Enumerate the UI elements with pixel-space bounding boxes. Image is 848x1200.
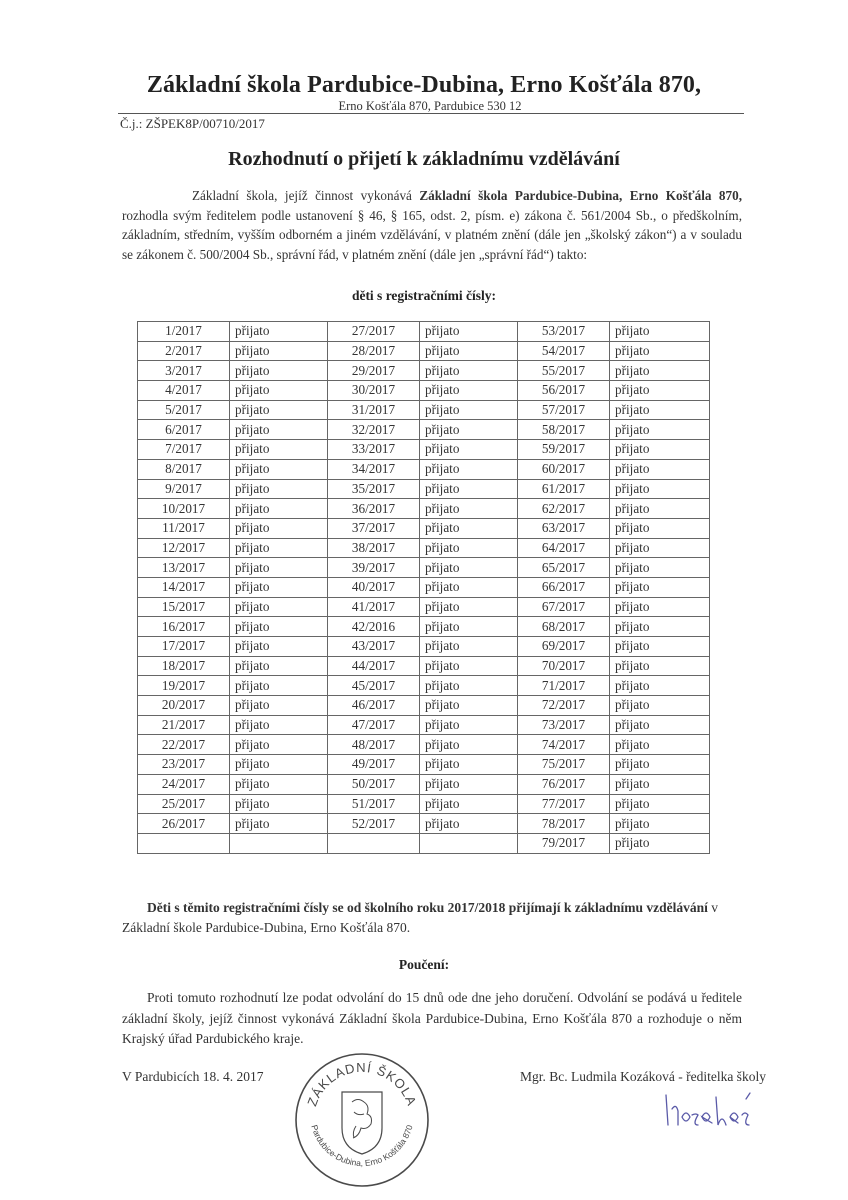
registration-number-cell: 33/2017 [328, 440, 420, 460]
status-cell: přijato [230, 341, 328, 361]
registration-number-cell: 2/2017 [138, 341, 230, 361]
registration-number-cell: 71/2017 [518, 676, 610, 696]
status-cell: přijato [230, 597, 328, 617]
registration-number-cell: 17/2017 [138, 637, 230, 657]
status-cell [230, 833, 328, 853]
stamp-top-text: ZÁKLADNÍ ŠKOLA [304, 1059, 420, 1109]
registration-number-cell: 25/2017 [138, 794, 230, 814]
stamp-bottom-text: Pardubice-Dubina, Erno Košťála 870 [309, 1123, 415, 1169]
status-cell: přijato [420, 558, 518, 578]
status-cell: přijato [610, 696, 710, 716]
lion-icon [352, 1100, 372, 1139]
coat-of-arms-shield-icon [342, 1092, 382, 1154]
registration-number-cell: 51/2017 [328, 794, 420, 814]
status-cell: přijato [230, 322, 328, 342]
registration-number-cell: 38/2017 [328, 538, 420, 558]
registration-number-cell: 29/2017 [328, 361, 420, 381]
conclusion-text: v Základní škole Pardubice-Dubina, Erno Košťála 870. [122, 900, 719, 935]
status-cell: přijato [420, 440, 518, 460]
registration-number-cell: 1/2017 [138, 322, 230, 342]
registration-number-cell [328, 833, 420, 853]
conclusion-paragraph [122, 898, 742, 938]
status-cell: přijato [610, 361, 710, 381]
status-cell: přijato [420, 518, 518, 538]
registration-number-cell: 37/2017 [328, 518, 420, 538]
registration-number-cell: 27/2017 [328, 322, 420, 342]
table-row [138, 833, 710, 853]
status-cell: přijato [230, 518, 328, 538]
place-and-date: V Pardubicích 18. 4. 2017 [122, 1069, 264, 1084]
registration-number-cell: 12/2017 [138, 538, 230, 558]
registration-number-cell: 32/2017 [328, 420, 420, 440]
status-cell: přijato [230, 656, 328, 676]
registration-number-cell: 79/2017 [518, 833, 610, 853]
registration-number-cell: 3/2017 [138, 361, 230, 381]
table-row [138, 381, 710, 401]
document-title: Rozhodnutí o přijetí k základnímu vzdělávání [228, 148, 620, 170]
status-cell: přijato [230, 499, 328, 519]
registration-number-cell: 31/2017 [328, 400, 420, 420]
registration-number-cell: 20/2017 [138, 696, 230, 716]
status-cell: přijato [420, 597, 518, 617]
registration-number-cell: 26/2017 [138, 814, 230, 834]
registration-number-cell: 44/2017 [328, 656, 420, 676]
status-cell: přijato [420, 420, 518, 440]
table-row [138, 755, 710, 775]
registration-number-cell: 4/2017 [138, 381, 230, 401]
status-cell: přijato [610, 400, 710, 420]
registration-number-cell: 16/2017 [138, 617, 230, 637]
registration-number-cell: 6/2017 [138, 420, 230, 440]
status-cell: přijato [230, 459, 328, 479]
status-cell: přijato [610, 597, 710, 617]
table-row [138, 656, 710, 676]
intro-text-part1: Základní škola, jejíž činnost vykonává [192, 188, 420, 203]
status-cell: přijato [610, 715, 710, 735]
status-cell: přijato [230, 715, 328, 735]
table-row [138, 794, 710, 814]
table-row [138, 518, 710, 538]
registration-number-cell: 54/2017 [518, 341, 610, 361]
table-row [138, 479, 710, 499]
registration-number-cell: 67/2017 [518, 597, 610, 617]
table-row [138, 459, 710, 479]
status-cell: přijato [420, 755, 518, 775]
table-row [138, 617, 710, 637]
registration-number-cell: 59/2017 [518, 440, 610, 460]
registration-number-cell: 66/2017 [518, 577, 610, 597]
registration-number-cell: 60/2017 [518, 459, 610, 479]
registration-number-cell: 78/2017 [518, 814, 610, 834]
registration-number-cell: 42/2016 [328, 617, 420, 637]
table-row [138, 597, 710, 617]
status-cell: přijato [230, 420, 328, 440]
table-row [138, 538, 710, 558]
status-cell: přijato [610, 558, 710, 578]
status-cell: přijato [420, 322, 518, 342]
status-cell [420, 833, 518, 853]
table-row [138, 400, 710, 420]
registration-number-cell: 9/2017 [138, 479, 230, 499]
registration-number-cell: 75/2017 [518, 755, 610, 775]
status-cell: přijato [610, 774, 710, 794]
registration-number-cell: 24/2017 [138, 774, 230, 794]
status-cell: přijato [230, 400, 328, 420]
status-cell: přijato [610, 322, 710, 342]
status-cell: přijato [610, 735, 710, 755]
registration-number-cell: 13/2017 [138, 558, 230, 578]
registration-number-cell: 61/2017 [518, 479, 610, 499]
status-cell: přijato [230, 774, 328, 794]
registration-table [137, 321, 710, 854]
status-cell: přijato [610, 833, 710, 853]
status-cell: přijato [610, 814, 710, 834]
status-cell: přijato [610, 577, 710, 597]
status-cell: přijato [610, 420, 710, 440]
intro-school-name: Základní škola Pardubice-Dubina, Erno Košťála 870, [419, 188, 742, 203]
status-cell: přijato [610, 656, 710, 676]
header-divider [118, 113, 744, 114]
table-row [138, 361, 710, 381]
table-row [138, 735, 710, 755]
status-cell: přijato [610, 518, 710, 538]
status-cell: přijato [420, 676, 518, 696]
status-cell: přijato [230, 814, 328, 834]
registration-number-cell: 39/2017 [328, 558, 420, 578]
status-cell: přijato [420, 400, 518, 420]
status-cell: přijato [420, 577, 518, 597]
registration-number-cell: 18/2017 [138, 656, 230, 676]
registration-number-cell: 34/2017 [328, 459, 420, 479]
registration-number-cell [138, 833, 230, 853]
table-row [138, 696, 710, 716]
registration-number-cell: 62/2017 [518, 499, 610, 519]
intro-text-part2: rozhodla svým ředitelem podle ustanovení § 46, § 165, odst. 2, písm. e) zákona č. 561/2004 Sb., o předškolním, základním, středním, vyšším odborném a jiném vzdělávání, v platném znění (dále jen „školský zákon“) a v souladu se zákonem č. 500/2004 Sb., správní řád, v platném znění (dále jen „správní řád“) takto: [122, 207, 742, 262]
status-cell: přijato [420, 499, 518, 519]
registration-number-cell: 49/2017 [328, 755, 420, 775]
registration-number-cell: 73/2017 [518, 715, 610, 735]
status-cell: přijato [610, 440, 710, 460]
instruction-text: Proti tomuto rozhodnutí lze podat odvolání do 15 dnů ode dne jeho doručení. Odvolání se podává u ředitele základní školy, jejíž činnost vykonává Základní škola Pardubice-Dubina, Erno Košťála 870 a rozhoduje o něm Krajský úřad Pardubického kraje. [122, 990, 742, 1046]
status-cell: přijato [230, 558, 328, 578]
table-caption: děti s registračními čísly: [351, 288, 497, 303]
signatory: Mgr. Bc. Ludmila Kozáková - ředitelka školy [520, 1069, 766, 1084]
registration-number-cell: 43/2017 [328, 637, 420, 657]
status-cell: přijato [230, 735, 328, 755]
registration-number-cell: 46/2017 [328, 696, 420, 716]
status-cell: přijato [610, 479, 710, 499]
status-cell: přijato [420, 341, 518, 361]
status-cell: přijato [610, 617, 710, 637]
registration-number-cell: 8/2017 [138, 459, 230, 479]
registration-number-cell: 47/2017 [328, 715, 420, 735]
table-row [138, 420, 710, 440]
registration-number-cell: 53/2017 [518, 322, 610, 342]
status-cell: přijato [610, 676, 710, 696]
registration-number-cell: 72/2017 [518, 696, 610, 716]
status-cell: přijato [230, 617, 328, 637]
registration-number-cell: 41/2017 [328, 597, 420, 617]
status-cell: přijato [230, 577, 328, 597]
registration-number-cell: 65/2017 [518, 558, 610, 578]
status-cell: přijato [420, 381, 518, 401]
status-cell: přijato [420, 459, 518, 479]
status-cell: přijato [420, 715, 518, 735]
table-row [138, 440, 710, 460]
status-cell: přijato [230, 637, 328, 657]
registration-number-cell: 69/2017 [518, 637, 610, 657]
registration-number-cell: 55/2017 [518, 361, 610, 381]
instruction-heading: Poučení: [398, 957, 450, 972]
status-cell: přijato [230, 794, 328, 814]
school-name-heading: Základní škola Pardubice-Dubina, Erno Košťála 870, [146, 72, 702, 98]
table-row [138, 577, 710, 597]
registration-number-cell: 19/2017 [138, 676, 230, 696]
table-row [138, 676, 710, 696]
reference-number: Č.j.: ZŠPEK8P/00710/2017 [120, 116, 265, 131]
status-cell: přijato [610, 459, 710, 479]
status-cell: přijato [230, 755, 328, 775]
registration-number-cell: 5/2017 [138, 400, 230, 420]
status-cell: přijato [420, 617, 518, 637]
registration-number-cell: 64/2017 [518, 538, 610, 558]
table-row [138, 814, 710, 834]
registration-number-cell: 45/2017 [328, 676, 420, 696]
registration-number-cell: 70/2017 [518, 656, 610, 676]
status-cell: přijato [230, 381, 328, 401]
table-row [138, 774, 710, 794]
status-cell: přijato [420, 814, 518, 834]
status-cell: přijato [610, 794, 710, 814]
status-cell: přijato [610, 381, 710, 401]
status-cell: přijato [610, 538, 710, 558]
registration-number-cell: 30/2017 [328, 381, 420, 401]
table-row [138, 341, 710, 361]
table-row [138, 499, 710, 519]
status-cell: přijato [610, 755, 710, 775]
school-address: Erno Košťála 870, Pardubice 530 12 [338, 99, 522, 113]
table-row [138, 558, 710, 578]
registration-number-cell: 57/2017 [518, 400, 610, 420]
status-cell: přijato [420, 735, 518, 755]
registration-number-cell: 22/2017 [138, 735, 230, 755]
registration-number-cell: 58/2017 [518, 420, 610, 440]
status-cell: přijato [230, 696, 328, 716]
table-row [138, 715, 710, 735]
status-cell: přijato [230, 440, 328, 460]
registration-number-cell: 23/2017 [138, 755, 230, 775]
registration-number-cell: 68/2017 [518, 617, 610, 637]
intro-paragraph [122, 186, 742, 264]
registration-number-cell: 21/2017 [138, 715, 230, 735]
status-cell: přijato [420, 656, 518, 676]
registration-number-cell: 35/2017 [328, 479, 420, 499]
registration-number-cell: 77/2017 [518, 794, 610, 814]
status-cell: přijato [230, 538, 328, 558]
table-row [138, 637, 710, 657]
status-cell: přijato [420, 361, 518, 381]
registration-number-cell: 76/2017 [518, 774, 610, 794]
registration-number-cell: 36/2017 [328, 499, 420, 519]
registration-number-cell: 52/2017 [328, 814, 420, 834]
registration-number-cell: 14/2017 [138, 577, 230, 597]
status-cell: přijato [610, 341, 710, 361]
status-cell: přijato [230, 479, 328, 499]
registration-number-cell: 74/2017 [518, 735, 610, 755]
registration-number-cell: 56/2017 [518, 381, 610, 401]
school-stamp [292, 1050, 432, 1190]
registration-number-cell: 63/2017 [518, 518, 610, 538]
registration-number-cell: 50/2017 [328, 774, 420, 794]
instruction-paragraph [122, 988, 742, 1050]
status-cell: přijato [420, 774, 518, 794]
status-cell: přijato [420, 696, 518, 716]
registration-number-cell: 48/2017 [328, 735, 420, 755]
status-cell: přijato [420, 637, 518, 657]
status-cell: přijato [230, 361, 328, 381]
registration-number-cell: 11/2017 [138, 518, 230, 538]
registration-number-cell: 40/2017 [328, 577, 420, 597]
registration-number-cell: 15/2017 [138, 597, 230, 617]
status-cell: přijato [230, 676, 328, 696]
table-row [138, 322, 710, 342]
registration-number-cell: 28/2017 [328, 341, 420, 361]
conclusion-bold-text: Děti s těmito registračními čísly se od školního roku 2017/2018 přijímají k základnímu vzdělávání [147, 900, 708, 915]
registration-number-cell: 10/2017 [138, 499, 230, 519]
handwritten-signature [660, 1087, 760, 1132]
status-cell: přijato [420, 794, 518, 814]
registration-number-cell: 7/2017 [138, 440, 230, 460]
status-cell: přijato [610, 499, 710, 519]
status-cell: přijato [610, 637, 710, 657]
status-cell: přijato [420, 538, 518, 558]
status-cell: přijato [420, 479, 518, 499]
